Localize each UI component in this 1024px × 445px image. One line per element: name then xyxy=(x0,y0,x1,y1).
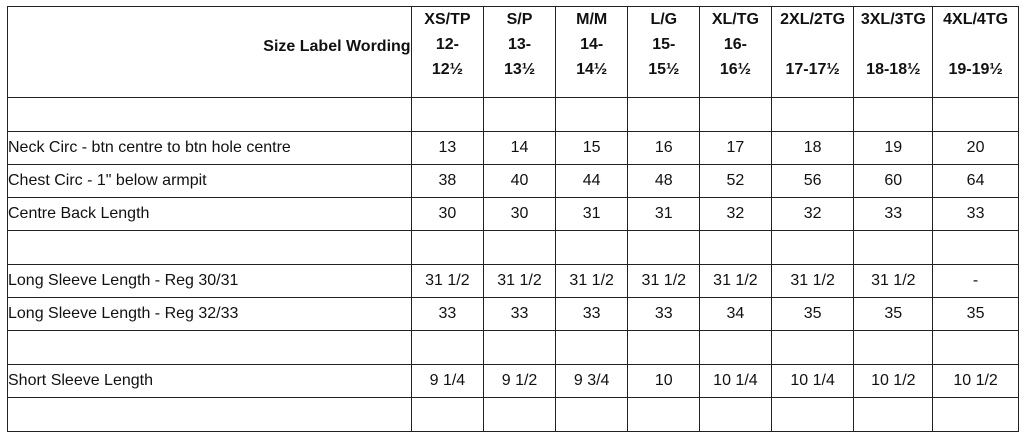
size-neck-range-start xyxy=(933,32,1018,57)
table-cell: 31 1/2 xyxy=(628,265,700,298)
table-cell: 13 xyxy=(411,132,484,165)
table-cell: 35 xyxy=(854,298,933,331)
blank-row xyxy=(8,398,1019,432)
size-chart-table xyxy=(7,6,1019,432)
table-cell: 35 xyxy=(771,298,854,331)
table-cell: 31 1/2 xyxy=(555,265,628,298)
table-cell: 33 xyxy=(628,298,700,331)
size-column-header xyxy=(854,7,933,98)
size-neck-range-end: 13½ xyxy=(503,61,536,78)
table-cell: 9 1/2 xyxy=(484,365,556,398)
size-neck-range-start xyxy=(772,32,854,57)
table-cell: 33 xyxy=(484,298,556,331)
blank-row xyxy=(8,331,1019,365)
size-neck-range-start: 14- xyxy=(580,36,604,53)
table-cell: 17 xyxy=(700,132,772,165)
table-cell: 33 xyxy=(555,298,628,331)
size-code: 3XL/3TG xyxy=(860,11,926,28)
size-column-header xyxy=(933,7,1019,98)
size-neck-range-start xyxy=(854,32,932,57)
row-label: Neck Circ - btn centre to btn hole centre xyxy=(8,132,412,165)
table-cell: 10 xyxy=(628,365,700,398)
size-neck-range-start: 13- xyxy=(507,36,532,53)
table-cell: 31 1/2 xyxy=(411,265,484,298)
table-row xyxy=(8,132,1019,165)
size-code: S/P xyxy=(506,11,533,28)
table-cell: 35 xyxy=(933,298,1019,331)
table-cell: 40 xyxy=(484,165,556,198)
table-cell: 31 xyxy=(628,198,700,231)
table-cell: 10 1/4 xyxy=(700,365,772,398)
size-column-header xyxy=(771,7,854,98)
table-cell: 33 xyxy=(933,198,1019,231)
table-cell: 19 xyxy=(854,132,933,165)
size-neck-range-end: 17-17½ xyxy=(785,61,840,78)
table-row xyxy=(8,265,1019,298)
blank-row xyxy=(8,231,1019,265)
table-cell: 31 1/2 xyxy=(700,265,772,298)
size-neck-range-end: 12½ xyxy=(431,61,463,78)
table-cell: 52 xyxy=(700,165,772,198)
table-row xyxy=(8,365,1019,398)
table-cell: 18 xyxy=(771,132,854,165)
table-cell: 32 xyxy=(771,198,854,231)
size-code: XS/TP xyxy=(424,11,471,28)
table-cell: 38 xyxy=(411,165,484,198)
size-neck-range-end: 18-18½ xyxy=(866,61,921,78)
table-cell: 10 1/4 xyxy=(771,365,854,398)
size-neck-range-start: 16- xyxy=(723,36,747,53)
table-cell: 44 xyxy=(555,165,628,198)
table-cell: 31 xyxy=(555,198,628,231)
size-neck-range-end: 15½ xyxy=(648,61,680,78)
size-column-header xyxy=(411,7,484,98)
table-cell: 32 xyxy=(700,198,772,231)
size-label-heading xyxy=(8,7,412,98)
blank-row xyxy=(8,98,1019,132)
table-cell: 48 xyxy=(628,165,700,198)
size-code: 4XL/4TG xyxy=(943,11,1009,28)
table-cell: 31 1/2 xyxy=(854,265,933,298)
row-label: Long Sleeve Length - Reg 32/33 xyxy=(8,298,412,331)
table-cell: 31 1/2 xyxy=(771,265,854,298)
row-label: Long Sleeve Length - Reg 30/31 xyxy=(8,265,412,298)
table-cell: 56 xyxy=(771,165,854,198)
size-label-heading-text: Size Label Wording xyxy=(263,38,411,55)
table-cell: 20 xyxy=(933,132,1019,165)
table-cell: 30 xyxy=(411,198,484,231)
table-cell: 15 xyxy=(555,132,628,165)
row-label: Short Sleeve Length xyxy=(8,365,412,398)
size-neck-range-start: 15- xyxy=(652,36,676,53)
table-cell: 16 xyxy=(628,132,700,165)
table-cell: 64 xyxy=(933,165,1019,198)
table-cell: 33 xyxy=(411,298,484,331)
table-cell: 10 1/2 xyxy=(854,365,933,398)
row-label: Chest Circ - 1" below armpit xyxy=(8,165,412,198)
table-cell: 9 3/4 xyxy=(555,365,628,398)
table-row xyxy=(8,198,1019,231)
size-neck-range-end: 14½ xyxy=(576,61,608,78)
table-cell: 10 1/2 xyxy=(933,365,1019,398)
table-cell: 60 xyxy=(854,165,933,198)
table-cell: 34 xyxy=(700,298,772,331)
table-cell: 14 xyxy=(484,132,556,165)
table-cell: - xyxy=(933,265,1019,298)
table-cell: 9 1/4 xyxy=(411,365,484,398)
header-row xyxy=(8,7,1019,98)
table-row xyxy=(8,298,1019,331)
size-code: 2XL/2TG xyxy=(780,11,846,28)
size-column-header xyxy=(484,7,556,98)
size-code: XL/TG xyxy=(711,11,759,28)
size-column-header xyxy=(628,7,700,98)
table-row xyxy=(8,165,1019,198)
size-code: L/G xyxy=(650,11,678,28)
size-neck-range-end: 16½ xyxy=(719,61,751,78)
size-column-header xyxy=(555,7,628,98)
size-neck-range-end: 19-19½ xyxy=(948,61,1003,78)
size-column-header xyxy=(700,7,772,98)
size-neck-range-start: 12- xyxy=(435,36,459,53)
table-cell: 30 xyxy=(484,198,556,231)
table-cell: 31 1/2 xyxy=(484,265,556,298)
table-cell: 33 xyxy=(854,198,933,231)
row-label: Centre Back Length xyxy=(8,198,412,231)
size-code: M/M xyxy=(576,11,608,28)
